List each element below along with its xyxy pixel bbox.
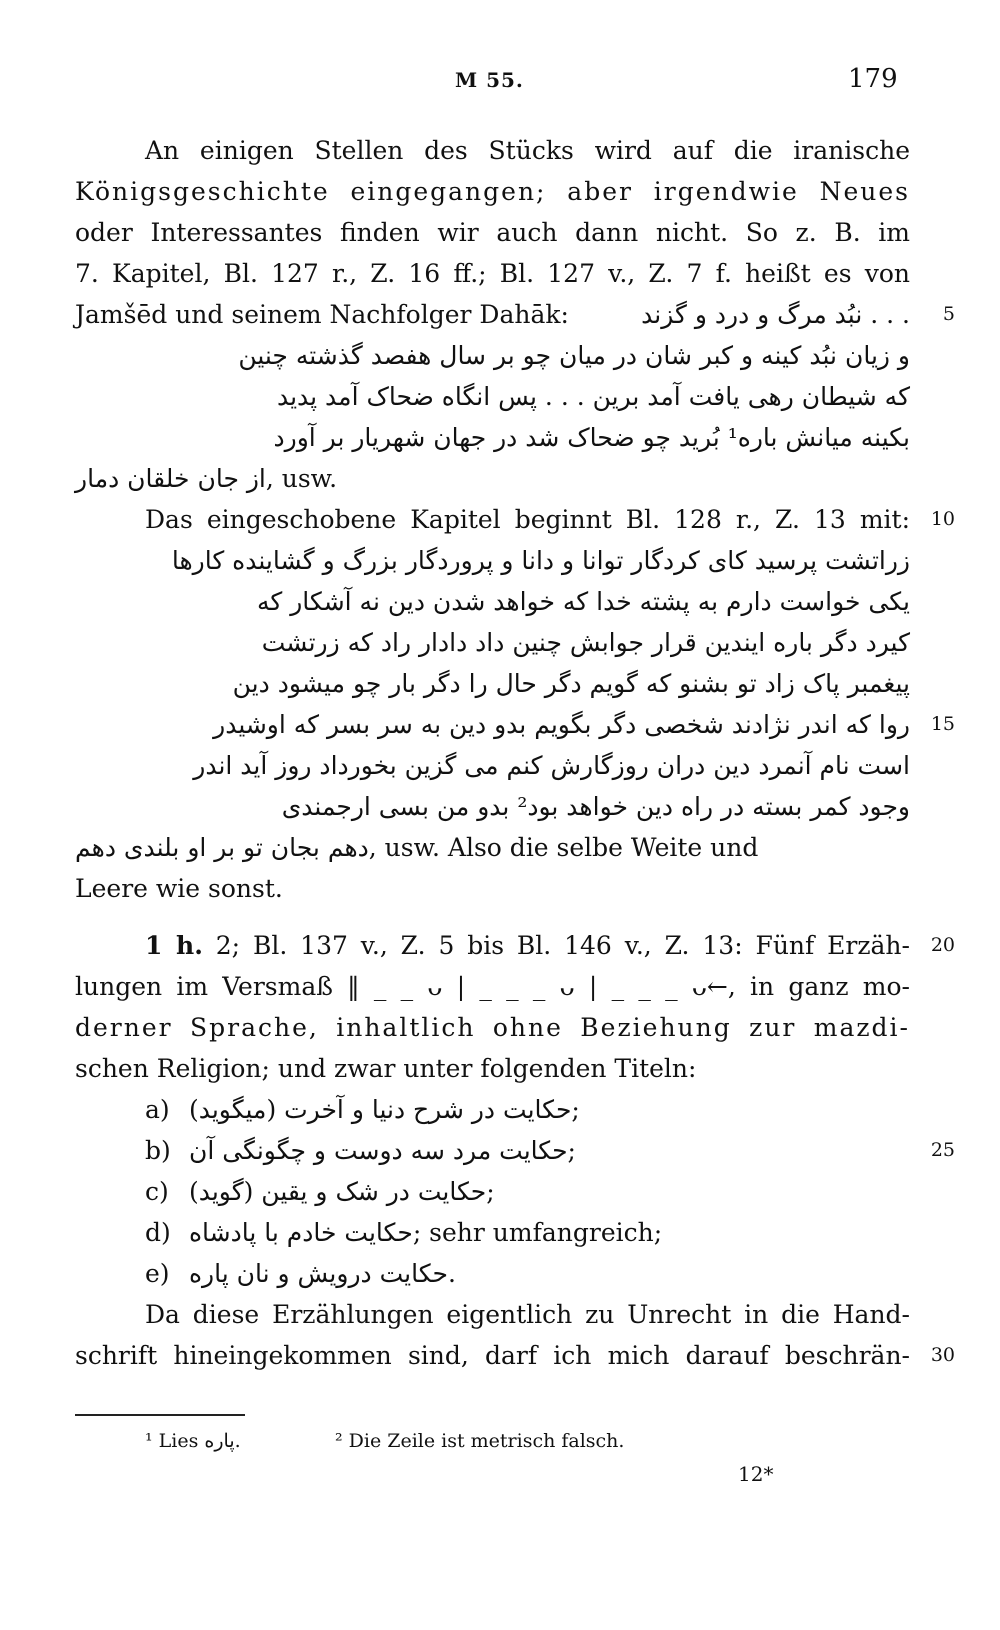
text-line: Leere wie sonst. [75, 874, 283, 903]
footnote-end: . [234, 1430, 241, 1452]
text-line [75, 458, 910, 499]
main-text [75, 130, 955, 1376]
text-line [75, 827, 910, 868]
printer-signature-mark: 12* [738, 1462, 774, 1486]
persian-verse: بکینه میانش باره¹ بُرید چو ضحاک شد در جهان شهریار بر آورد [273, 423, 910, 452]
persian-verse: است نام آنمرد دین دران روزگارش کنم می گزین بخورداد روز آید اندر [193, 751, 910, 780]
list-label: d) [145, 1218, 171, 1247]
latin-text: , usw. [265, 464, 338, 493]
persian-title: حکایت درویش و نان پاره [188, 1259, 448, 1288]
line-number: 15 [930, 713, 955, 735]
footnote-rule [75, 1414, 245, 1416]
list-item [75, 1253, 910, 1294]
text-line: An einigen Stellen des Stücks wird auf die iranische [145, 136, 910, 165]
list-suffix: . [448, 1259, 456, 1288]
latin-text: , usw. Also die selbe Weite und [368, 833, 759, 862]
persian-verse: کیرد دگر باره ایندین قرار جوابش چنین داد دادار راد که زرتشت [261, 628, 910, 657]
text-line: oder Interessantes finden wir auch dann nicht. So z. B. im [75, 218, 910, 247]
list-label: a) [145, 1095, 170, 1124]
text-line: lungen im Versmaß ‖ _ _ ᴗ | _ _ _ ᴗ | _ _ _ ᴗ←, in ganz mo- [75, 972, 910, 1001]
footnote-1 [145, 1430, 241, 1452]
line-number: 10 [930, 508, 955, 530]
running-header-signature: M 55. [455, 68, 524, 92]
latin-text: Jamšēd und seinem Nachfolger Dahāk: [75, 300, 569, 329]
line-number: 30 [930, 1344, 955, 1366]
line-number: 5 [942, 303, 955, 325]
list-label: c) [145, 1177, 169, 1206]
section-gap [75, 909, 910, 925]
persian-title: حکایت خادم با پادشاه [188, 1218, 413, 1247]
latin-text: 2; Bl. 137 v., Z. 5 bis Bl. 146 v., Z. 13: Fünf Erzäh- [215, 931, 910, 960]
text-line: 7. Kapitel, Bl. 127 r., Z. 16 ff.; Bl. 127 v., Z. 7 f. heißt es von [75, 259, 910, 288]
list-suffix: ; [486, 1177, 495, 1206]
persian-verse: یکی خواست دارم به پشته خدا که خواهد شدن دین نه آشکار که [256, 587, 910, 616]
persian-verse: زراتشت پرسید کای کردگار توانا و دانا و پروردگار بزرگ و گشاینده کارها [171, 546, 910, 575]
intro-text: Das eingeschobene Kapitel beginnt Bl. 128 r., Z. 13 mit: [145, 505, 910, 534]
text-line: Da diese Erzählungen eigentlich zu Unrecht in die Hand- [145, 1300, 910, 1329]
list-label: e) [145, 1259, 170, 1288]
list-item [75, 1171, 910, 1212]
text-line [75, 925, 955, 966]
text-line [75, 499, 955, 540]
persian-verse: پیغمبر پاک زاد تو بشنو که گویم دگر حال را دگر بار چو میشود دین [232, 669, 910, 698]
list-suffix: ; [567, 1136, 576, 1165]
line-number: 25 [930, 1139, 955, 1161]
persian-verse: که شیطان رهی یافت آمد برین . . . پس انگاه ضحاک آمد پدید [276, 382, 910, 411]
text-line: schen Religion; und zwar unter folgenden Titeln: [75, 1054, 697, 1083]
persian-verse: . . . نبُد مرگ و درد و گزند [641, 300, 910, 329]
list-item [75, 1130, 955, 1171]
persian-verse: وجود کمر بسته در راه دین خواهد بود² بدو من بسی ارجمندی [281, 792, 910, 821]
footnote-mark: ¹ Lies [145, 1430, 199, 1452]
list-item [75, 1212, 910, 1253]
footnote-2: ² Die Zeile ist metrisch falsch. [335, 1430, 625, 1452]
list-suffix: ; [571, 1095, 580, 1124]
persian-verse: روا که اندر نژادند شخصی دگر بگویم بدو دین به سر بسر که اوشیدر [213, 710, 910, 739]
persian-title: حکایت مرد سه دوست و چگونگی آن [188, 1136, 568, 1165]
latin-text: schrift hineingekommen sind, darf ich mich darauf beschrän- [75, 1341, 910, 1370]
persian-verse: و زیان نبُد کینه و کبر شان در میان چو بر سال هفصد گذشته چنین [238, 341, 910, 370]
text-line: derner Sprache, inhaltlich ohne Beziehung zur mazdi- [75, 1013, 910, 1042]
line-number: 20 [930, 934, 955, 956]
text-line [75, 1335, 955, 1376]
persian-verse: از جان خلقان دمار [75, 464, 266, 493]
list-item [75, 1089, 910, 1130]
persian-verse: دهم بجان تو بر او بلندی دهم [75, 833, 369, 862]
list-suffix: ; sehr umfangreich; [412, 1218, 663, 1247]
persian-title: حکایت در شرح دنیا و آخرت (میگوید) [188, 1095, 572, 1124]
text-line [75, 294, 955, 335]
persian-title: حکایت در شک و یقین (گوید) [188, 1177, 487, 1206]
footnote-persian: پاره [204, 1430, 235, 1452]
text-line: Königsgeschichte eingegangen; aber irgendwie Neues [75, 177, 910, 206]
text-line [75, 704, 955, 745]
list-label: b) [145, 1136, 171, 1165]
page-number: 179 [848, 64, 898, 94]
reference-label: 1 h. [145, 931, 203, 960]
